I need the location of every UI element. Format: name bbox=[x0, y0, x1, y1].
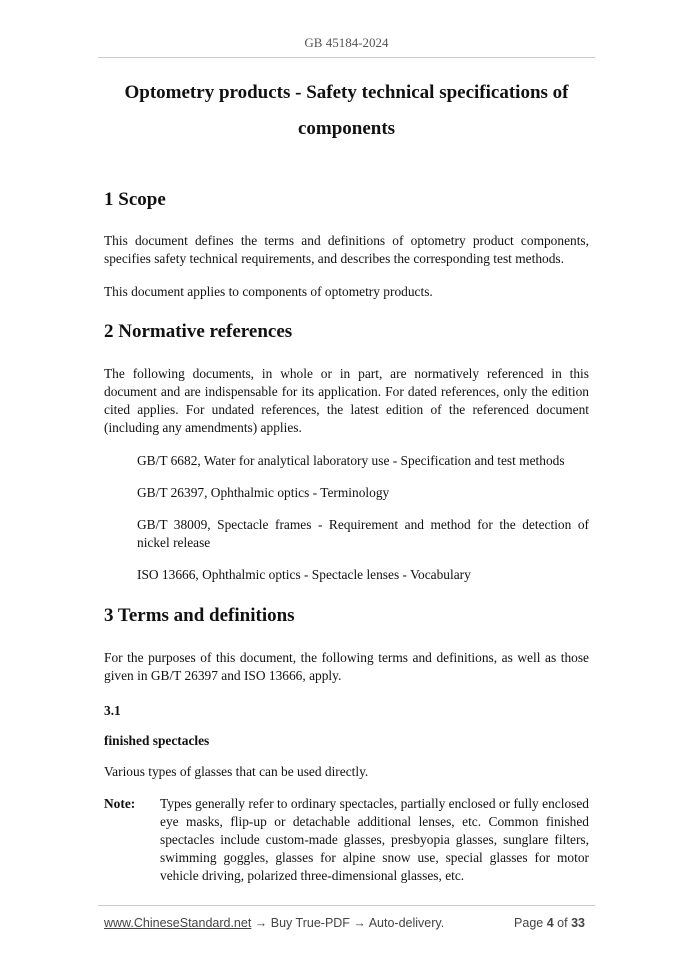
footer bbox=[104, 916, 585, 930]
note-text: Types generally refer to ordinary spectacles, partially enclosed or fully enclosed eye masks, flip-up or detachable additional lenses, etc. Common finished spectacles include custom-made glasses, presbyopia glasses, sunglare filters, swimming goggles, glasses for alpine snow use, special glasses for motor vehicle driving, polarized three-dimensional glasses, etc. bbox=[160, 796, 589, 883]
reference-item: GB/T 26397, Ophthalmic optics - Terminology bbox=[137, 485, 390, 500]
terms-paragraph: For the purposes of this document, the following terms and definitions, as well as those given in GB/T 26397 and ISO 13666, apply. bbox=[104, 650, 589, 683]
page-total: 33 bbox=[571, 916, 585, 930]
footer-tagline: → Buy True-PDF → Auto-delivery. bbox=[251, 916, 445, 930]
reference-item: GB/T 6682, Water for analytical laboratory use - Specification and test methods bbox=[137, 453, 565, 468]
term-definition: Various types of glasses that can be used directly. bbox=[104, 764, 369, 779]
footer-site-link[interactable]: www.ChineseStandard.net bbox=[104, 916, 252, 930]
section-heading-scope: 1 Scope bbox=[104, 189, 166, 210]
footer-divider bbox=[98, 905, 595, 906]
page-title-line1: Optometry products - Safety technical specifications of bbox=[124, 82, 569, 103]
footer-promo bbox=[104, 916, 444, 930]
term-number: 3.1 bbox=[104, 703, 121, 718]
of-label: of bbox=[557, 916, 568, 930]
page-number: 4 bbox=[546, 916, 554, 930]
note-label: Note: bbox=[104, 796, 136, 811]
scope-paragraph-1: This document defines the terms and definitions of optometry product components, specifies safety technical requirements, and describes the corresponding test methods. bbox=[104, 233, 589, 266]
reference-item: ISO 13666, Ophthalmic optics - Spectacle lenses - Vocabulary bbox=[137, 567, 471, 582]
page-indicator bbox=[514, 916, 585, 930]
header-doc-id: GB 45184-2024 bbox=[304, 35, 389, 50]
term-name: finished spectacles bbox=[104, 733, 210, 748]
section-heading-terms: 3 Terms and definitions bbox=[104, 605, 295, 626]
scope-paragraph-2: This document applies to components of optometry products. bbox=[104, 284, 433, 299]
page-label: Page bbox=[514, 916, 544, 930]
header-divider bbox=[98, 57, 595, 58]
page-title-line2: components bbox=[297, 118, 396, 139]
section-heading-normative: 2 Normative references bbox=[104, 321, 293, 342]
normative-paragraph: The following documents, in whole or in part, are normatively referenced in this document and are indispensable for its application. For dated references, only the edition cited applies. For undated references, the latest edition of the referenced document (including any amendments) applies. bbox=[104, 366, 589, 435]
reference-item: GB/T 38009, Spectacle frames - Requirement and method for the detection of nickel release bbox=[137, 517, 589, 550]
